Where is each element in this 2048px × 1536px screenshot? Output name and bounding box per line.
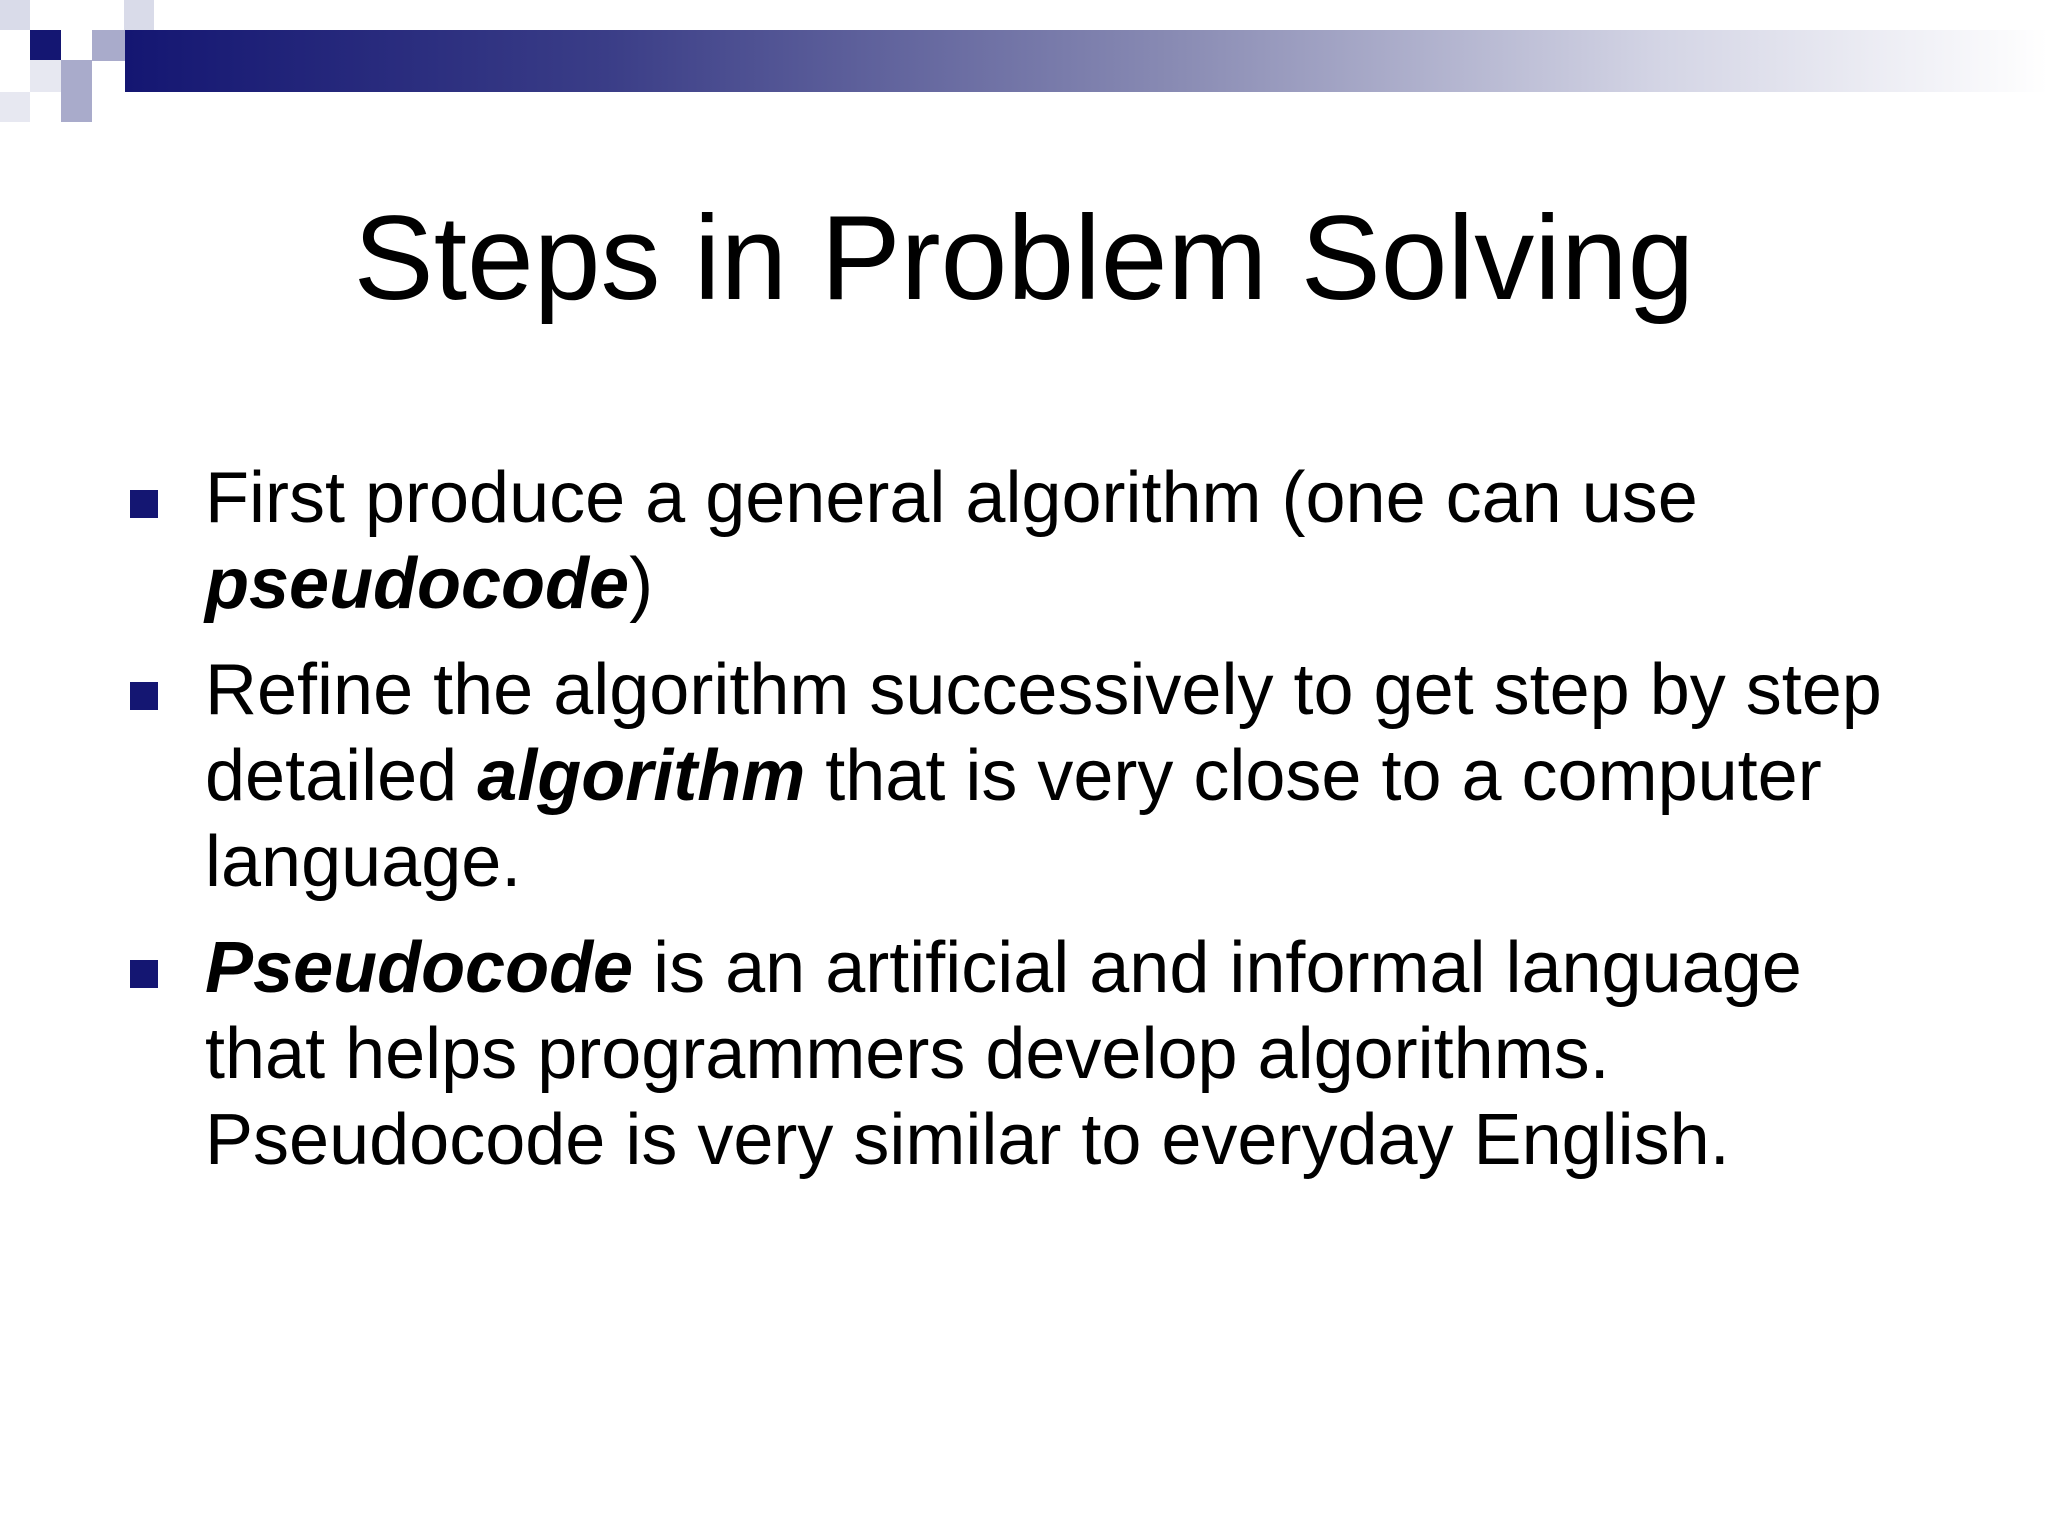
header-gradient-bar — [125, 30, 2048, 92]
bullet-emphasis-text: algorithm — [477, 736, 806, 816]
bullet-text-part: First produce a general algorithm (one can use — [205, 458, 1698, 538]
decorative-square — [0, 92, 30, 122]
bullet-text-part: ) — [629, 544, 654, 624]
square-bullet-icon — [130, 682, 158, 710]
decorative-square — [30, 30, 61, 60]
decorative-square — [30, 60, 61, 92]
bullet-item — [130, 925, 1930, 1183]
decorative-square — [61, 92, 92, 122]
bullet-text-part: that is very close to a computer language. — [205, 736, 1822, 902]
decorative-square — [92, 30, 125, 61]
bullet-emphasis-text: Pseudocode — [205, 928, 634, 1008]
square-bullet-icon — [130, 960, 158, 988]
bullet-item — [130, 455, 1930, 627]
decorative-square — [0, 0, 30, 30]
bullet-text-part: is an artificial and informal language that helps programmers develop algorithms. Pseudocode is very similar to everyday English. — [205, 928, 1802, 1180]
bullet-text-part: Refine the algorithm successively to get step by step detailed — [205, 650, 1882, 816]
decorative-square — [124, 0, 154, 30]
slide-title: Steps in Problem Solving — [353, 191, 1695, 325]
bullet-item — [130, 647, 1930, 905]
bullet-emphasis-text: pseudocode — [205, 544, 630, 624]
square-bullet-icon — [130, 490, 158, 518]
bullet-list — [130, 455, 1930, 1203]
decorative-square — [61, 60, 92, 92]
